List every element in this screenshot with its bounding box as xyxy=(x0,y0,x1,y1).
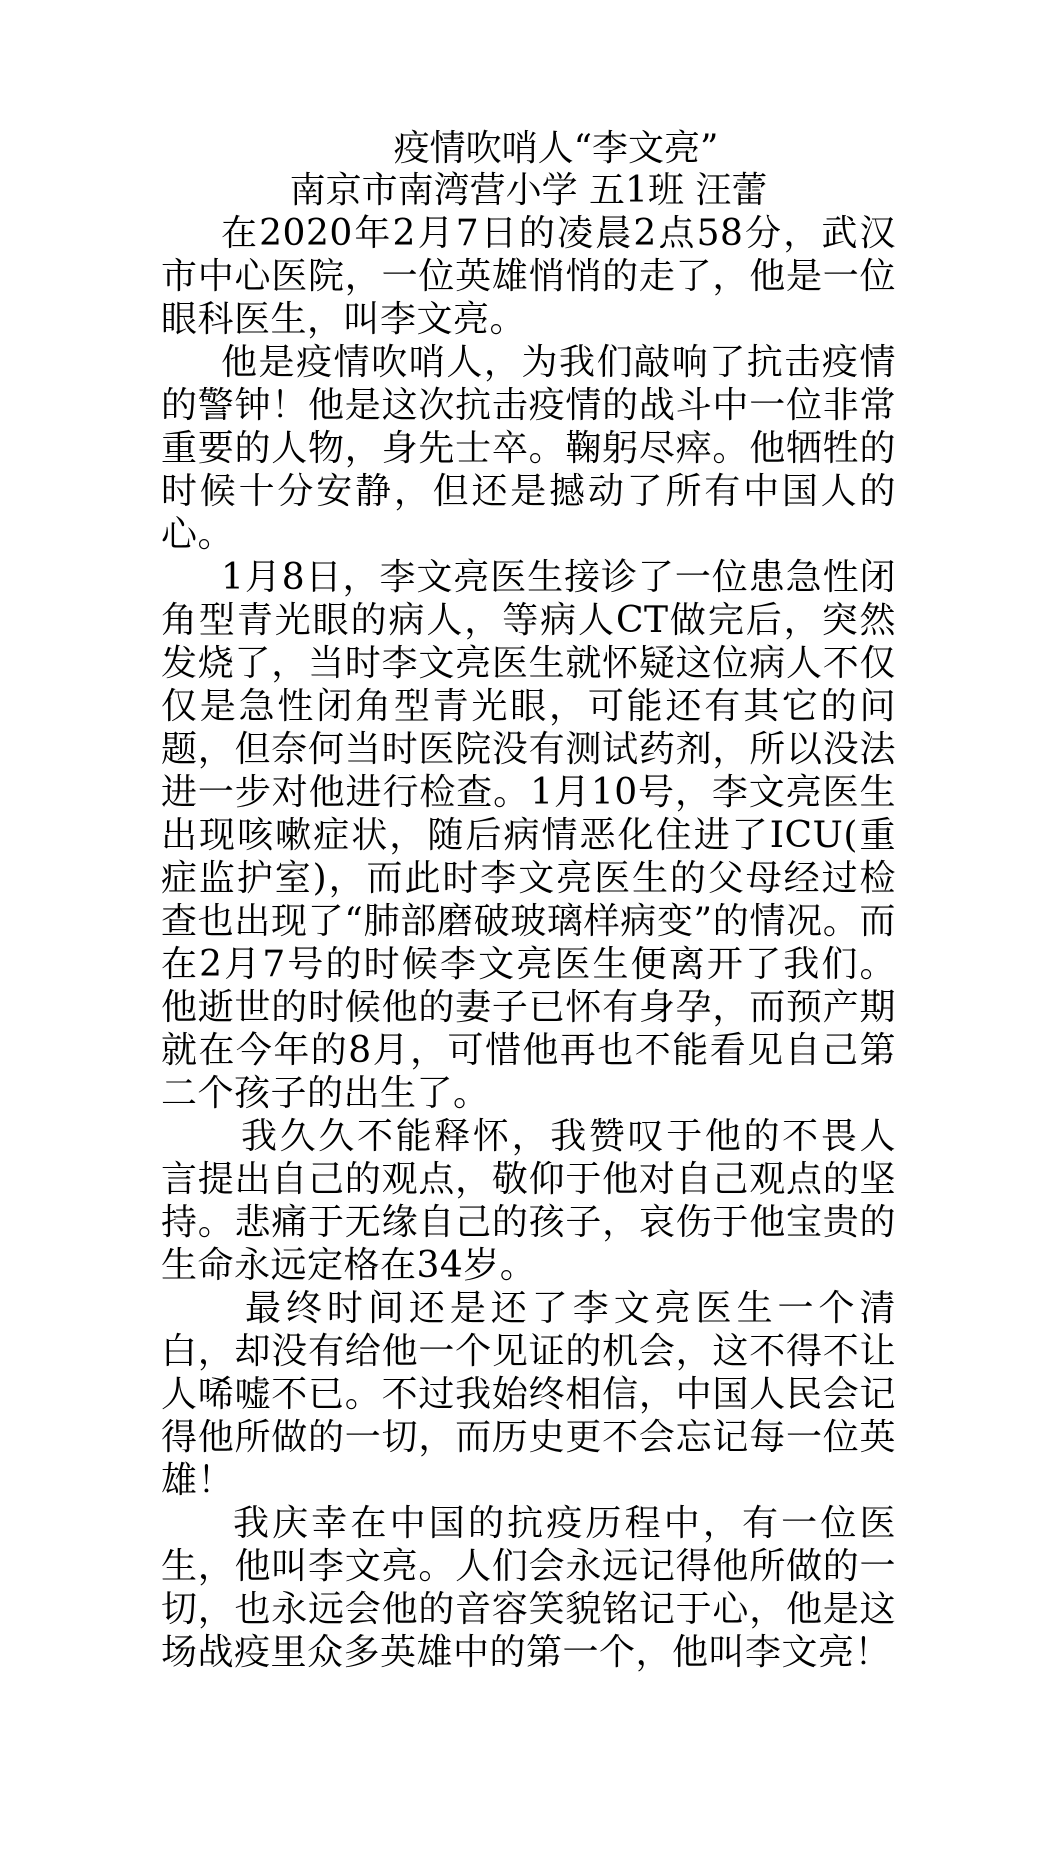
paragraph-5: 最终时间还是还了李文亮医生一个清白，却没有给他一个见证的机会，这不得不让人唏嘘不已。不过我始终相信，中国人民会记得他所做的一切，而历史更不会忘记每一位英雄！ xyxy=(161,1288,896,1501)
paragraph-3: 1月8日，李文亮医生接诊了一位患急性闭角型青光眼的病人，等病人CT做完后，突然发烧了，当时李文亮医生就怀疑这位病人不仅仅是急性闭角型青光眼，可能还有其它的问题，但奈何当时医院没有测试药剂，所以没法进一步对他进行检查。1月10号，李文亮医生出现咳嗽症状，随后病情恶化住进了ICU(重症监护室)，而此时李文亮医生的父母经过检查也出现了“肺部磨破玻璃样病变”的情况。而在2月7号的时候李文亮医生便离开了我们。他逝世的时候他的妻子已怀有身孕，而预产期就在今年的8月，可惜他再也不能看见自己第二个孩子的出生了。 xyxy=(161,557,896,1114)
paragraph-2: 他是疫情吹哨人，为我们敲响了抗击疫情的警钟！他是这次抗击疫情的战斗中一位非常重要的人物，身先士卒。鞠躬尽瘁。他牺牲的时候十分安静，但还是撼动了所有中国人的心。 xyxy=(161,342,896,555)
paragraph-4: 我久久不能释怀，我赞叹于他的不畏人言提出自己的观点，敬仰于他对自己观点的坚持。悲痛于无缘自己的孩子，哀伤于他宝贵的生命永远定格在34岁。 xyxy=(161,1116,896,1286)
document-byline: 南京市南湾营小学 五1班 汪蕾 xyxy=(289,170,768,211)
document-page xyxy=(161,128,896,1674)
document-title: 疫情吹哨人“李文亮” xyxy=(393,128,719,169)
paragraph-6: 我庆幸在中国的抗疫历程中，有一位医生，他叫李文亮。人们会永远记得他所做的一切，也永远会他的音容笑貌铭记于心，他是这场战疫里众多英雄中的第一个，他叫李文亮！ xyxy=(161,1503,896,1673)
paragraph-1: 在2020年2月7日的凌晨2点58分，武汉市中心医院，一位英雄悄悄的走了，他是一位眼科医生，叫李文亮。 xyxy=(161,213,896,340)
